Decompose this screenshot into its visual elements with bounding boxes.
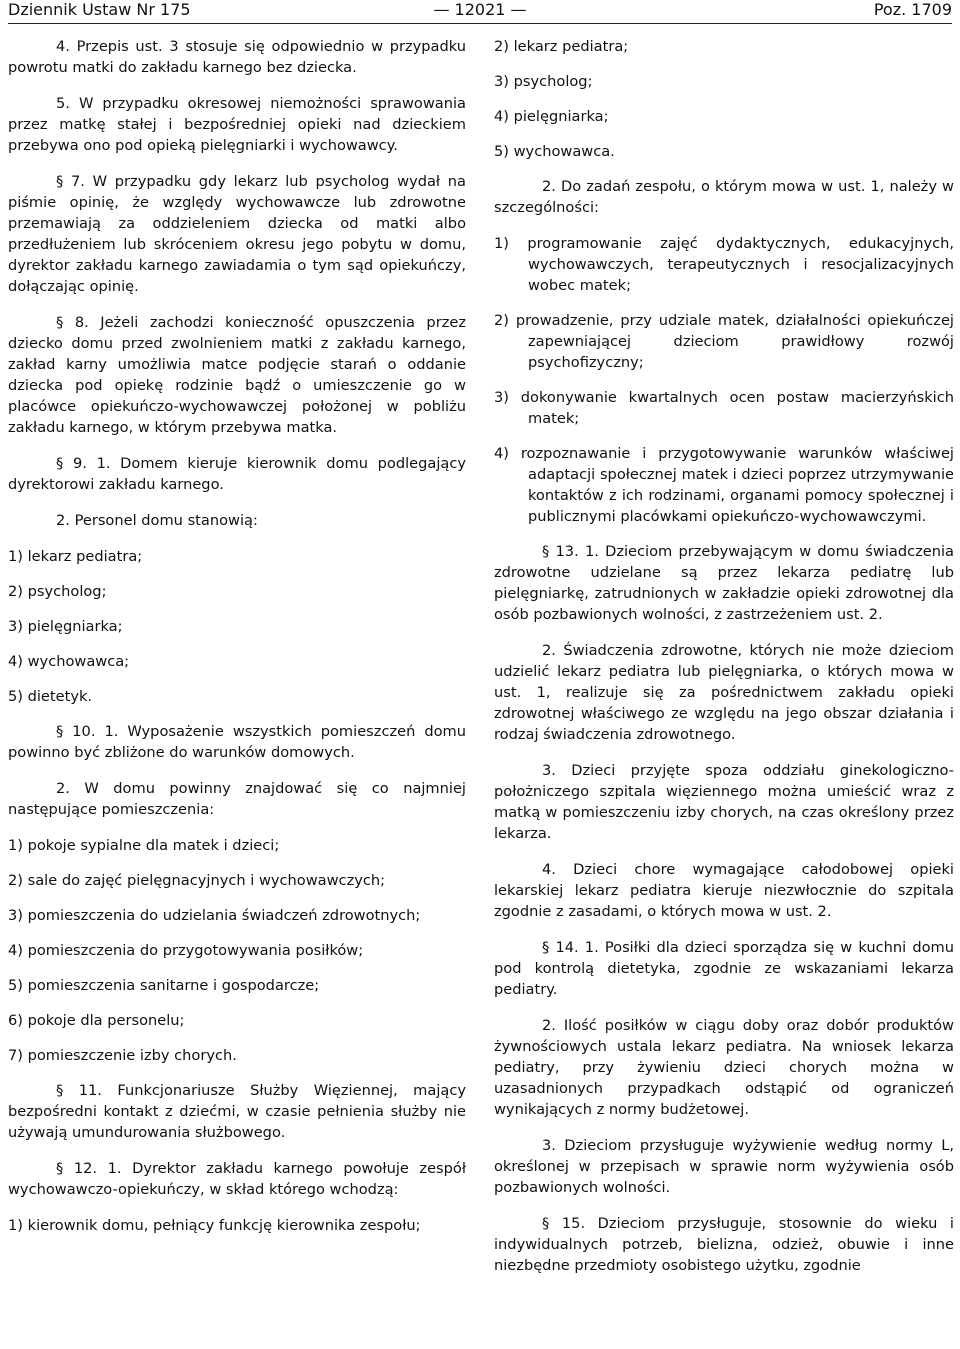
list-item: 1) programowanie zajęć dydaktycznych, edukacyjnych, wychowawczych, terapeutycznych i resocjalizacyjnych wobec matek; bbox=[494, 235, 954, 294]
paragraph: 2. Ilość posiłków w ciągu doby oraz dobór produktów żywnościowych ustala lekarz pediatra. Na wniosek lekarza pediatry, przy żywieniu dzieci chorych można w uzasadnionych przypadkach odstąpić od ograniczeń wynikających z normy budżetowej. bbox=[494, 1017, 954, 1118]
list-item: 4) rozpoznawanie i przygotowywanie warunków właściwej adaptacji społecznej matek i dzieci poprzez utrzymywanie kontaktów z ich rodzinami, organami pomocy społecznej i publicznymi placówkami opiekuńczo-wychowawczymi. bbox=[494, 445, 954, 525]
list-item: 3) dokonywanie kwartalnych ocen postaw macierzyńskich matek; bbox=[494, 389, 954, 427]
list-item: 4) wychowawca; bbox=[8, 653, 130, 670]
paragraph: 4. Dzieci chore wymagające całodobowej opieki lekarskiej lekarz pediatra kieruje niezwłocznie do szpitala zgodnie z zasadami, o których mowa w ust. 2. bbox=[494, 861, 954, 920]
paragraph: § 9. 1. Domem kieruje kierownik domu podlegający dyrektorowi zakładu karnego. bbox=[8, 455, 466, 493]
paragraph: 3. Dzieci przyjęte spoza oddziału ginekologiczno-położniczego szpitala więziennego można umieścić wraz z matką w pomieszczeniu izby chorych, na czas określony przez lekarza. bbox=[494, 762, 954, 842]
paragraph: 2. Do zadań zespołu, o którym mowa w ust. 1, należy w szczególności: bbox=[494, 178, 954, 216]
list-item: 5) dietetyk. bbox=[8, 688, 93, 705]
paragraph: 4. Przepis ust. 3 stosuje się odpowiednio w przypadku powrotu matki do zakładu karnego bez dziecka. bbox=[8, 38, 466, 76]
list-item: 2) lekarz pediatra; bbox=[494, 38, 629, 55]
list-item: 7) pomieszczenie izby chorych. bbox=[8, 1047, 237, 1064]
page-number: — 12021 — bbox=[433, 0, 527, 19]
left-column bbox=[8, 36, 466, 1250]
page-header bbox=[8, 0, 952, 20]
right-column bbox=[494, 36, 954, 1291]
list-item: 2) prowadzenie, przy udziale matek, działalności opiekuńczej zapewniającej dzieciom prawidłowy rozwój psychofizyczny; bbox=[494, 312, 954, 371]
list-item: 4) pielęgniarka; bbox=[494, 108, 609, 125]
paragraph: § 8. Jeżeli zachodzi konieczność opuszczenia przez dziecko domu przed zwolnieniem matki z zakładu karnego, zakład karny umożliwia matce podjęcie starań o oddanie dziecka pod opiekę rodzinie bądź o umieszczenie go w placówce opiekuńczo-wychowawczej położonej w pobliżu zakładu karnego, w którym przebywa matka. bbox=[8, 314, 466, 436]
paragraph: 2. Personel domu stanowią: bbox=[56, 512, 258, 529]
paragraph: § 15. Dzieciom przysługuje, stosownie do wieku i indywidualnych potrzeb, bielizna, odzież, obuwie i inne niezbędne przedmioty osobistego użytku, zgodnie bbox=[494, 1215, 954, 1274]
paragraph: 3. Dzieciom przysługuje wyżywienie według normy L, określonej w przepisach w sprawie norm wyżywienia osób pozbawionych wolności. bbox=[494, 1137, 954, 1196]
paragraph: 5. W przypadku okresowej niemożności sprawowania przez matkę stałej i bezpośredniej opieki nad dzieckiem przebywa ono pod opieką pielęgniarki i wychowawcy. bbox=[8, 95, 466, 154]
paragraph: 2. Świadczenia zdrowotne, których nie może dzieciom udzielić lekarz pediatra lub pielęgniarka, o których mowa w ust. 1, realizuje się za pośrednictwem zakładu opieki zdrowotnej właściwego ze względu na jego obszar działania i rodzaj świadczenia zdrowotnego. bbox=[494, 642, 954, 743]
list-item: 1) kierownik domu, pełniący funkcję kierownika zespołu; bbox=[8, 1217, 421, 1234]
position-number: Poz. 1709 bbox=[873, 0, 952, 19]
paragraph: § 10. 1. Wyposażenie wszystkich pomieszczeń domu powinno być zbliżone do warunków domowych. bbox=[8, 723, 466, 761]
list-item: 3) pielęgniarka; bbox=[8, 618, 123, 635]
paragraph: § 7. W przypadku gdy lekarz lub psycholog wydał na piśmie opinię, że względy wychowawcze lub zdrowotne przemawiają za oddzieleniem dziecka od matki albo przedłużeniem lub skróceniem okresu jego pobytu w domu, dyrektor zakładu karnego zawiadamia o tym sąd opiekuńczy, dołączając opinię. bbox=[8, 173, 466, 295]
list-item: 4) pomieszczenia do przygotowywania posiłków; bbox=[8, 942, 364, 959]
paragraph: § 14. 1. Posiłki dla dzieci sporządza się w kuchni domu pod kontrolą dietetyka, zgodnie ze wskazaniami lekarza pediatry. bbox=[494, 939, 954, 998]
list-item: 3) psycholog; bbox=[494, 73, 593, 90]
list-item: 1) lekarz pediatra; bbox=[8, 548, 143, 565]
list-item: 1) pokoje sypialne dla matek i dzieci; bbox=[8, 837, 280, 854]
paragraph: 2. W domu powinny znajdować się co najmniej następujące pomieszczenia: bbox=[8, 780, 466, 818]
list-item: 2) psycholog; bbox=[8, 583, 107, 600]
journal-title: Dziennik Ustaw Nr 175 bbox=[8, 0, 191, 19]
list-item: 5) wychowawca. bbox=[494, 143, 615, 160]
list-item: 3) pomieszczenia do udzielania świadczeń zdrowotnych; bbox=[8, 907, 421, 924]
list-item: 6) pokoje dla personelu; bbox=[8, 1012, 185, 1029]
list-item: 5) pomieszczenia sanitarne i gospodarcze; bbox=[8, 977, 320, 994]
paragraph: § 12. 1. Dyrektor zakładu karnego powołuje zespół wychowawczo-opiekuńczy, w skład którego wchodzą: bbox=[8, 1160, 466, 1198]
paragraph: § 11. Funkcjonariusze Służby Więziennej, mający bezpośredni kontakt z dziećmi, w czasie pełnienia służby nie używają umundurowania służbowego. bbox=[8, 1082, 466, 1141]
header-rule bbox=[8, 23, 952, 24]
list-item: 2) sale do zajęć pielęgnacyjnych i wychowawczych; bbox=[8, 872, 386, 889]
paragraph: § 13. 1. Dzieciom przebywającym w domu świadczenia zdrowotne udzielane są przez lekarza pediatrę lub pielęgniarkę, zatrudnionych w zakładzie opieki zdrowotnej dla osób pozbawionych wolności, z zastrzeżeniem ust. 2. bbox=[494, 543, 954, 623]
